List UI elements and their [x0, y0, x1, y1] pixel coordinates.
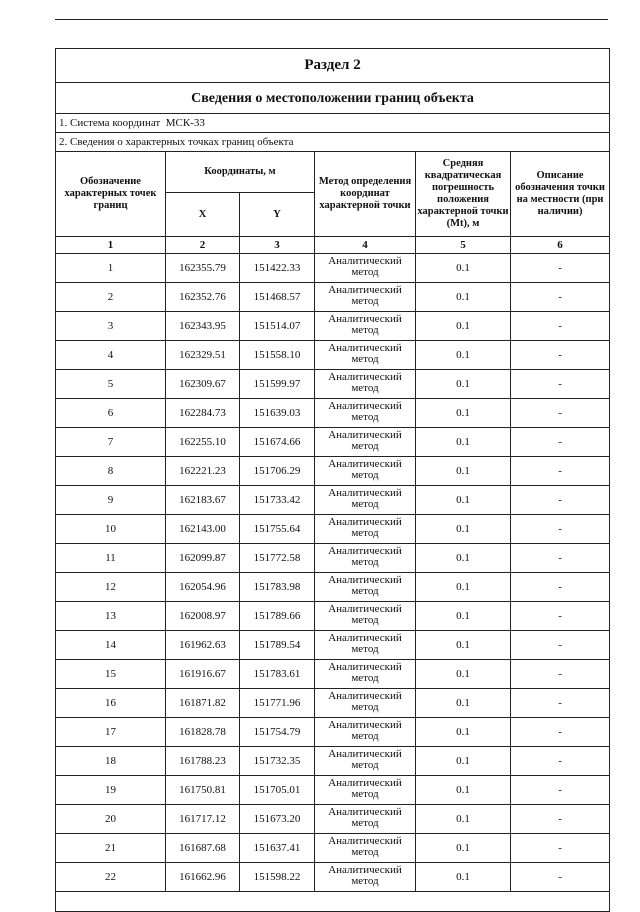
x-coordinate-cell: 161788.23: [166, 747, 240, 776]
x-coordinate-cell: 162221.23: [166, 457, 240, 486]
error-cell: 0.1: [416, 573, 511, 602]
x-coordinate-cell: 162099.87: [166, 544, 240, 573]
table-row: [56, 515, 610, 544]
x-coordinate-cell: 162284.73: [166, 399, 240, 428]
description-cell: -: [511, 689, 610, 718]
y-coordinate-cell: 151639.03: [240, 399, 315, 428]
description-cell: -: [511, 863, 610, 892]
table-row: [56, 283, 610, 312]
description-cell: -: [511, 254, 610, 283]
header-method: Метод определения координат характерной точки: [315, 152, 416, 237]
y-coordinate-cell: 151468.57: [240, 283, 315, 312]
document-title: Сведения о местоположении границ объекта: [56, 83, 610, 114]
table-row: [56, 834, 610, 863]
table-row: [56, 254, 610, 283]
description-cell: -: [511, 457, 610, 486]
y-coordinate-cell: 151783.61: [240, 660, 315, 689]
table-row: [56, 341, 610, 370]
table-row: [56, 602, 610, 631]
error-cell: 0.1: [416, 834, 511, 863]
boundary-points-table: [55, 48, 610, 912]
error-cell: 0.1: [416, 254, 511, 283]
point-designation-cell: 19: [56, 776, 166, 805]
point-designation-cell: 15: [56, 660, 166, 689]
table-row: [56, 718, 610, 747]
column-number: 3: [240, 237, 315, 254]
method-cell: Аналитический метод: [315, 544, 416, 573]
column-number: 4: [315, 237, 416, 254]
table-row: [56, 573, 610, 602]
error-cell: 0.1: [416, 341, 511, 370]
y-coordinate-cell: 151674.66: [240, 428, 315, 457]
description-cell: -: [511, 544, 610, 573]
x-coordinate-cell: 162143.00: [166, 515, 240, 544]
x-coordinate-cell: 162054.96: [166, 573, 240, 602]
point-designation-cell: 8: [56, 457, 166, 486]
point-designation-cell: 17: [56, 718, 166, 747]
header-description: Описание обозначения точки на местности (при наличии): [511, 152, 610, 237]
y-coordinate-cell: 151789.66: [240, 602, 315, 631]
header-coordinates: Координаты, м: [166, 152, 315, 193]
description-cell: -: [511, 718, 610, 747]
x-coordinate-cell: 161662.96: [166, 863, 240, 892]
table-row: [56, 805, 610, 834]
y-coordinate-cell: 151754.79: [240, 718, 315, 747]
table-row: [56, 863, 610, 892]
point-designation-cell: 7: [56, 428, 166, 457]
description-cell: -: [511, 370, 610, 399]
point-designation-cell: 3: [56, 312, 166, 341]
method-cell: Аналитический метод: [315, 602, 416, 631]
x-coordinate-cell: 162255.10: [166, 428, 240, 457]
x-coordinate-cell: 161916.67: [166, 660, 240, 689]
description-cell: -: [511, 834, 610, 863]
description-cell: -: [511, 805, 610, 834]
y-coordinate-cell: 151598.22: [240, 863, 315, 892]
x-coordinate-cell: 162343.95: [166, 312, 240, 341]
error-cell: 0.1: [416, 370, 511, 399]
coordinate-system-label: 1. Система координат: [59, 116, 161, 129]
description-cell: -: [511, 312, 610, 341]
point-designation-cell: 9: [56, 486, 166, 515]
point-designation-cell: 10: [56, 515, 166, 544]
point-designation-cell: 11: [56, 544, 166, 573]
method-cell: Аналитический метод: [315, 689, 416, 718]
point-designation-cell: 1: [56, 254, 166, 283]
point-designation-cell: 5: [56, 370, 166, 399]
point-designation-cell: 6: [56, 399, 166, 428]
y-coordinate-cell: 151772.58: [240, 544, 315, 573]
x-coordinate-cell: 162309.67: [166, 370, 240, 399]
y-coordinate-cell: 151705.01: [240, 776, 315, 805]
description-cell: -: [511, 602, 610, 631]
x-coordinate-cell: 162329.51: [166, 341, 240, 370]
header-y: Y: [240, 193, 315, 237]
column-number: 6: [511, 237, 610, 254]
points-heading: 2. Сведения о характерных точках границ объекта: [56, 133, 610, 152]
point-designation-cell: 22: [56, 863, 166, 892]
section-title: Раздел 2: [56, 49, 610, 83]
table-row: [56, 428, 610, 457]
description-cell: -: [511, 399, 610, 428]
error-cell: 0.1: [416, 399, 511, 428]
method-cell: Аналитический метод: [315, 457, 416, 486]
table-row: [56, 486, 610, 515]
point-designation-cell: 2: [56, 283, 166, 312]
method-cell: Аналитический метод: [315, 631, 416, 660]
table-row: [56, 631, 610, 660]
error-cell: 0.1: [416, 486, 511, 515]
method-cell: Аналитический метод: [315, 370, 416, 399]
method-cell: Аналитический метод: [315, 428, 416, 457]
table-row: [56, 776, 610, 805]
x-coordinate-cell: 161828.78: [166, 718, 240, 747]
method-cell: Аналитический метод: [315, 254, 416, 283]
method-cell: Аналитический метод: [315, 283, 416, 312]
method-cell: Аналитический метод: [315, 515, 416, 544]
y-coordinate-cell: 151599.97: [240, 370, 315, 399]
point-designation-cell: 13: [56, 602, 166, 631]
table-row: [56, 370, 610, 399]
error-cell: 0.1: [416, 689, 511, 718]
method-cell: Аналитический метод: [315, 660, 416, 689]
x-coordinate-cell: 161750.81: [166, 776, 240, 805]
table-row: [56, 312, 610, 341]
method-cell: Аналитический метод: [315, 312, 416, 341]
x-coordinate-cell: 162352.76: [166, 283, 240, 312]
error-cell: 0.1: [416, 457, 511, 486]
method-cell: Аналитический метод: [315, 718, 416, 747]
method-cell: Аналитический метод: [315, 399, 416, 428]
x-coordinate-cell: 161687.68: [166, 834, 240, 863]
column-number: 1: [56, 237, 166, 254]
x-coordinate-cell: 161717.12: [166, 805, 240, 834]
table-row: [56, 660, 610, 689]
method-cell: Аналитический метод: [315, 341, 416, 370]
description-cell: -: [511, 747, 610, 776]
error-cell: 0.1: [416, 631, 511, 660]
description-cell: -: [511, 515, 610, 544]
error-cell: 0.1: [416, 776, 511, 805]
y-coordinate-cell: 151558.10: [240, 341, 315, 370]
x-coordinate-cell: 161871.82: [166, 689, 240, 718]
error-cell: 0.1: [416, 428, 511, 457]
point-designation-cell: 18: [56, 747, 166, 776]
x-coordinate-cell: 162355.79: [166, 254, 240, 283]
table-row: [56, 399, 610, 428]
error-cell: 0.1: [416, 660, 511, 689]
header-designation: Обозначение характерных точек границ: [56, 152, 166, 237]
x-coordinate-cell: 162008.97: [166, 602, 240, 631]
point-designation-cell: 14: [56, 631, 166, 660]
method-cell: Аналитический метод: [315, 747, 416, 776]
y-coordinate-cell: 151422.33: [240, 254, 315, 283]
error-cell: 0.1: [416, 863, 511, 892]
table-row: [56, 747, 610, 776]
y-coordinate-cell: 151771.96: [240, 689, 315, 718]
point-designation-cell: 21: [56, 834, 166, 863]
y-coordinate-cell: 151783.98: [240, 573, 315, 602]
description-cell: -: [511, 341, 610, 370]
column-number: 2: [166, 237, 240, 254]
column-number: 5: [416, 237, 511, 254]
error-cell: 0.1: [416, 718, 511, 747]
table-row: [56, 544, 610, 573]
y-coordinate-cell: 151673.20: [240, 805, 315, 834]
empty-footer-cell: [56, 892, 610, 912]
point-designation-cell: 20: [56, 805, 166, 834]
point-designation-cell: 12: [56, 573, 166, 602]
point-designation-cell: 16: [56, 689, 166, 718]
x-coordinate-cell: 162183.67: [166, 486, 240, 515]
y-coordinate-cell: 151733.42: [240, 486, 315, 515]
error-cell: 0.1: [416, 805, 511, 834]
table-row: [56, 457, 610, 486]
description-cell: -: [511, 428, 610, 457]
y-coordinate-cell: 151732.35: [240, 747, 315, 776]
error-cell: 0.1: [416, 312, 511, 341]
error-cell: 0.1: [416, 544, 511, 573]
method-cell: Аналитический метод: [315, 573, 416, 602]
table-row: [56, 689, 610, 718]
description-cell: -: [511, 631, 610, 660]
method-cell: Аналитический метод: [315, 776, 416, 805]
error-cell: 0.1: [416, 602, 511, 631]
method-cell: Аналитический метод: [315, 863, 416, 892]
description-cell: -: [511, 573, 610, 602]
description-cell: -: [511, 486, 610, 515]
error-cell: 0.1: [416, 747, 511, 776]
description-cell: -: [511, 660, 610, 689]
method-cell: Аналитический метод: [315, 805, 416, 834]
y-coordinate-cell: 151789.54: [240, 631, 315, 660]
top-rule: [55, 19, 608, 20]
description-cell: -: [511, 283, 610, 312]
description-cell: -: [511, 776, 610, 805]
y-coordinate-cell: 151637.41: [240, 834, 315, 863]
y-coordinate-cell: 151706.29: [240, 457, 315, 486]
table-footer-row: [56, 892, 610, 912]
y-coordinate-cell: 151514.07: [240, 312, 315, 341]
y-coordinate-cell: 151755.64: [240, 515, 315, 544]
x-coordinate-cell: 161962.63: [166, 631, 240, 660]
coordinate-system: [56, 114, 610, 133]
method-cell: Аналитический метод: [315, 834, 416, 863]
point-designation-cell: 4: [56, 341, 166, 370]
error-cell: 0.1: [416, 283, 511, 312]
header-error: Средняя квадратическая погрешность положения характерной точки (Mt), м: [416, 152, 511, 237]
method-cell: Аналитический метод: [315, 486, 416, 515]
error-cell: 0.1: [416, 515, 511, 544]
coordinate-system-value: МСК-33: [165, 116, 205, 129]
header-x: X: [166, 193, 240, 237]
